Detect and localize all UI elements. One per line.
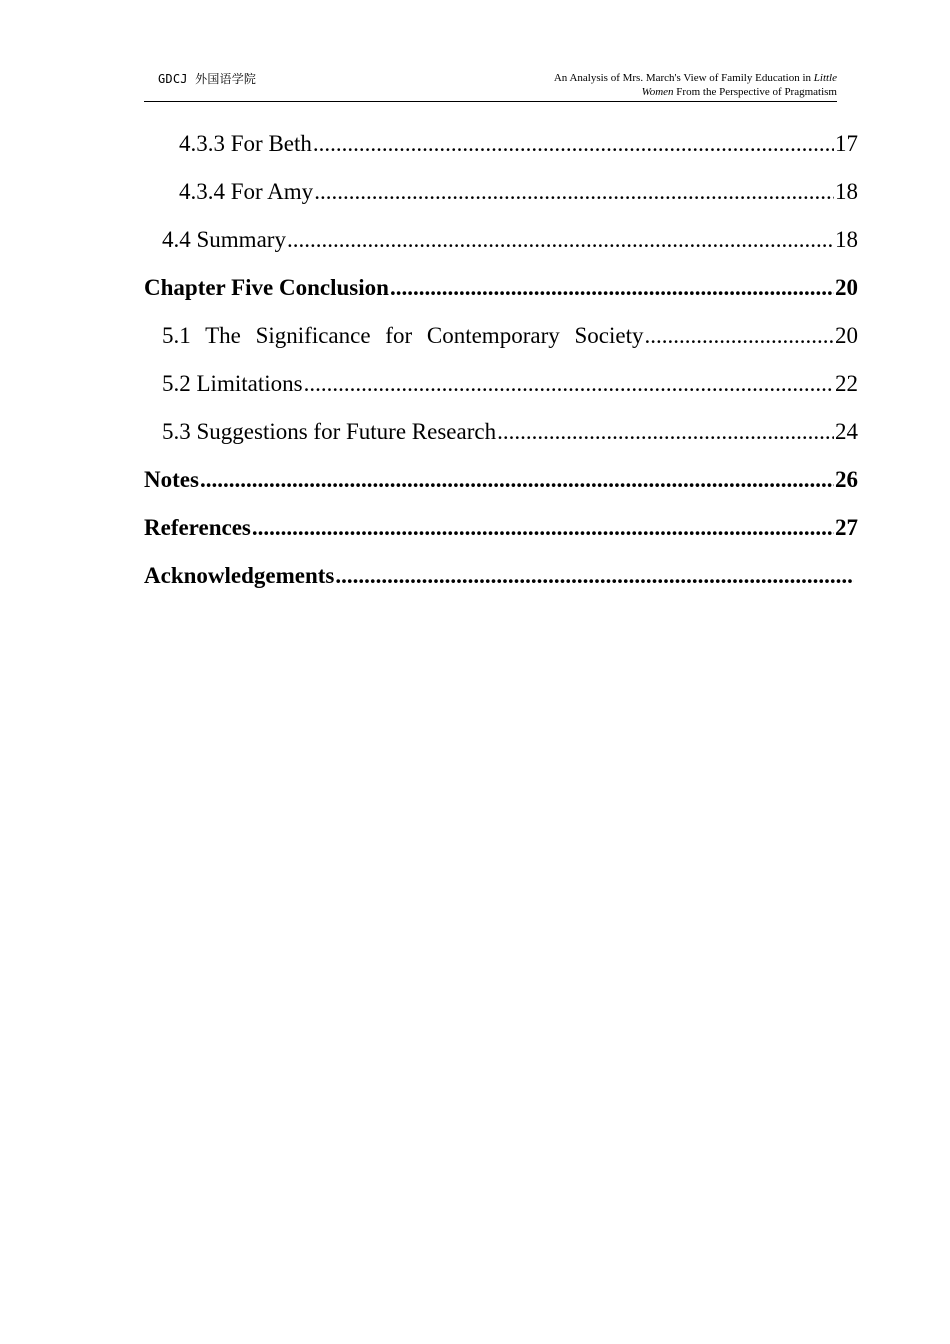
header-institution: GDCJ 外国语学院 xyxy=(158,72,257,86)
toc-page-number: 20 xyxy=(835,323,858,348)
toc-dot-leader xyxy=(335,563,854,589)
toc-dot-leader xyxy=(497,419,834,445)
toc-dot-leader xyxy=(313,131,834,157)
toc-entry-5-1[interactable] xyxy=(144,312,858,360)
page-header xyxy=(144,68,837,102)
toc-entry-4-4[interactable] xyxy=(144,216,858,264)
toc-entry-5-2[interactable] xyxy=(144,360,858,408)
toc-entry-title: Acknowledgements xyxy=(144,563,335,588)
toc-entry-title: Chapter Five Conclusion xyxy=(144,275,389,300)
toc-entry-4-3-3[interactable] xyxy=(144,120,858,168)
toc-entry-title: 4.3.3 For Beth xyxy=(179,131,312,156)
toc-page-number: 18 xyxy=(835,227,858,252)
toc-entry-title: References xyxy=(144,515,251,540)
toc-dot-leader xyxy=(390,275,834,301)
toc-dot-leader xyxy=(200,467,834,493)
toc-entry-acknowledgements[interactable] xyxy=(144,552,858,600)
toc-entry-notes[interactable] xyxy=(144,456,858,504)
header-thesis-title xyxy=(417,71,837,99)
header-title-line1: An Analysis of Mrs. March's View of Family Education in xyxy=(553,72,814,84)
toc-entry-title: Notes xyxy=(144,467,199,492)
toc-page-number: 22 xyxy=(835,371,858,396)
toc-entry-title: 4.3.4 For Amy xyxy=(179,179,314,204)
toc-page-number: 27 xyxy=(835,515,858,540)
toc-entry-title: 5.1 The Significance for Contemporary Society xyxy=(162,323,644,348)
table-of-contents xyxy=(144,120,858,600)
toc-entry-5-3[interactable] xyxy=(144,408,858,456)
toc-dot-leader xyxy=(644,323,834,349)
toc-entry-title: 5.3 Suggestions for Future Research xyxy=(162,419,497,444)
toc-entry-references[interactable] xyxy=(144,504,858,552)
header-title-line2: From the Perspective of Pragmatism xyxy=(673,86,837,98)
toc-dot-leader xyxy=(304,371,834,397)
header-title-italic1: Little xyxy=(813,72,837,84)
toc-dot-leader xyxy=(314,179,834,205)
toc-page-number: 24 xyxy=(835,419,858,444)
toc-dot-leader xyxy=(287,227,834,253)
toc-dot-leader xyxy=(252,515,834,541)
toc-page-number: 26 xyxy=(835,467,858,492)
toc-entry-title: 4.4 Summary xyxy=(162,227,286,252)
toc-entry-chapter-five[interactable] xyxy=(144,264,858,312)
toc-page-number: 17 xyxy=(835,131,858,156)
toc-page-number: 20 xyxy=(835,275,858,300)
toc-page-number: 18 xyxy=(835,179,858,204)
toc-entry-4-3-4[interactable] xyxy=(144,168,858,216)
toc-entry-title: 5.2 Limitations xyxy=(162,371,303,396)
header-title-italic2: Women xyxy=(641,86,674,98)
